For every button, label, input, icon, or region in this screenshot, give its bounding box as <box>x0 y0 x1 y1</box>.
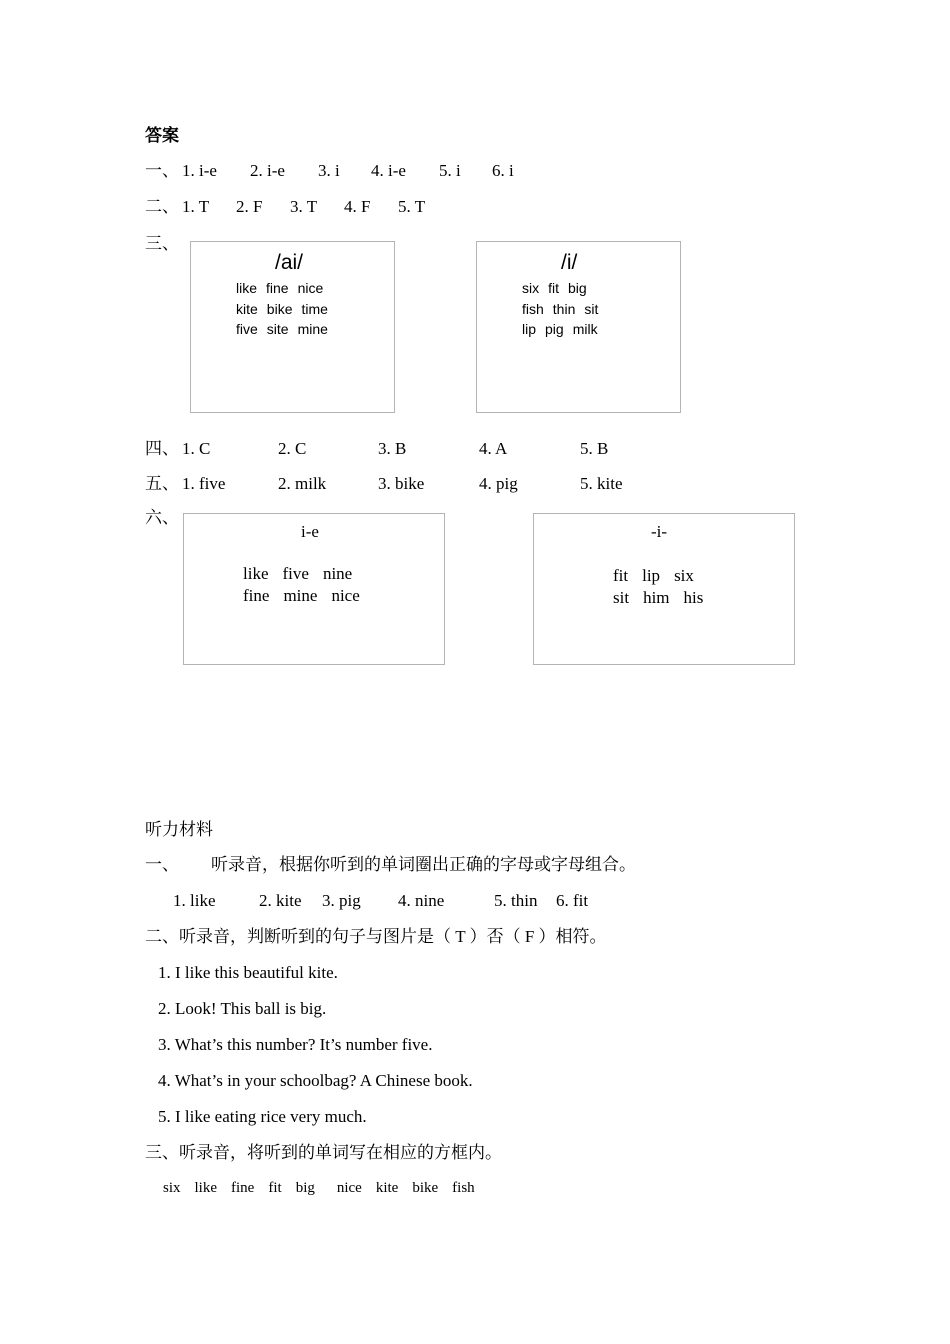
answer-2-2: 2. F <box>236 197 263 216</box>
i-e-title: i-e <box>301 522 319 541</box>
i-sound-row: six fit big <box>522 280 587 296</box>
i-box <box>533 513 795 665</box>
i-sound-box <box>476 241 681 413</box>
listening-sentence-1: 1. I like this beautiful kite. <box>158 963 338 982</box>
answer-5-3: 3. bike <box>378 474 425 493</box>
word: nice <box>336 1180 362 1196</box>
ai-sound-row: kite bike time <box>236 301 328 317</box>
answer-1-1: 1. i-e <box>182 161 217 180</box>
answer-section-1-label: 一、 <box>145 161 179 180</box>
listening-word-3: 3. pig <box>322 891 361 910</box>
answer-2-4: 4. F <box>344 197 371 216</box>
answer-4-2: 2. C <box>278 439 307 458</box>
listening-word-4: 4. nine <box>398 891 445 910</box>
answer-section-4-label: 四、 <box>145 439 179 458</box>
listening-sentence-2: 2. Look! This ball is big. <box>158 999 327 1018</box>
answer-1-2: 2. i-e <box>250 161 285 180</box>
i-row: fit lip six <box>613 566 694 585</box>
listening-part-3-instruction: 三、听录音，将听到的单词写在相应的方框内。 <box>145 1143 502 1162</box>
listening-part-1-label: 一、 <box>145 855 179 874</box>
answer-section-5-label: 五、 <box>145 474 179 493</box>
word: like <box>194 1180 218 1196</box>
answer-5-2: 2. milk <box>278 474 327 493</box>
i-e-row: like five nine <box>243 564 353 583</box>
answer-4-4: 4. A <box>479 439 508 458</box>
ai-sound-title: /ai/ <box>275 251 304 274</box>
listening-word-2: 2. kite <box>259 891 302 910</box>
word: fine <box>231 1180 255 1196</box>
word: big <box>295 1180 315 1196</box>
word: six <box>163 1180 181 1196</box>
word: fish <box>452 1180 475 1196</box>
i-row: sit him his <box>613 588 704 607</box>
answer-5-5: 5. kite <box>580 474 623 493</box>
i-title: -i- <box>651 522 668 541</box>
i-e-box <box>183 513 445 665</box>
listening-sentence-5: 5. I like eating rice very much. <box>158 1107 367 1126</box>
listening-part-3-words <box>163 1178 489 1198</box>
answer-2-3: 3. T <box>290 197 318 216</box>
answer-section-6-label: 六、 <box>145 508 179 527</box>
i-sound-row: fish thin sit <box>522 301 599 317</box>
answer-2-5: 5. T <box>398 197 426 216</box>
answer-1-6: 6. i <box>492 161 514 180</box>
answers-heading: 答案 <box>145 126 179 145</box>
listening-word-5: 5. thin <box>494 891 538 910</box>
listening-word-1: 1. like <box>173 891 216 910</box>
answer-1-5: 5. i <box>439 161 461 180</box>
answer-4-3: 3. B <box>378 439 407 458</box>
word: kite <box>375 1180 399 1196</box>
answer-2-1: 1. T <box>182 197 210 216</box>
ai-sound-row: like fine nice <box>236 280 324 296</box>
listening-part-2-instruction: 二、听录音，判断听到的句子与图片是（ T ）否（ F ）相符。 <box>145 927 607 946</box>
listening-word-6: 6. fit <box>556 891 589 910</box>
i-sound-title: /i/ <box>561 251 578 274</box>
answer-4-5: 5. B <box>580 439 609 458</box>
i-e-row: fine mine nice <box>243 586 360 605</box>
answer-section-2-label: 二、 <box>145 197 179 216</box>
answer-section-3-label: 三、 <box>145 234 179 253</box>
listening-heading: 听力材料 <box>145 820 213 839</box>
i-sound-row: lip pig milk <box>522 321 598 337</box>
answer-4-1: 1. C <box>182 439 211 458</box>
word: bike <box>412 1180 439 1196</box>
listening-sentence-3: 3. What’s this number? It’s number five. <box>158 1035 433 1054</box>
ai-sound-box <box>190 241 395 413</box>
ai-sound-row: five site mine <box>236 321 328 337</box>
answer-5-4: 4. pig <box>479 474 518 493</box>
answer-1-3: 3. i <box>318 161 340 180</box>
answer-5-1: 1. five <box>182 474 226 493</box>
word: fit <box>268 1180 282 1196</box>
answer-1-4: 4. i-e <box>371 161 406 180</box>
listening-part-1-instruction: 听录音，根据你听到的单词圈出正确的字母或字母组合。 <box>211 855 636 874</box>
listening-sentence-4: 4. What’s in your schoolbag? A Chinese book. <box>158 1071 473 1090</box>
